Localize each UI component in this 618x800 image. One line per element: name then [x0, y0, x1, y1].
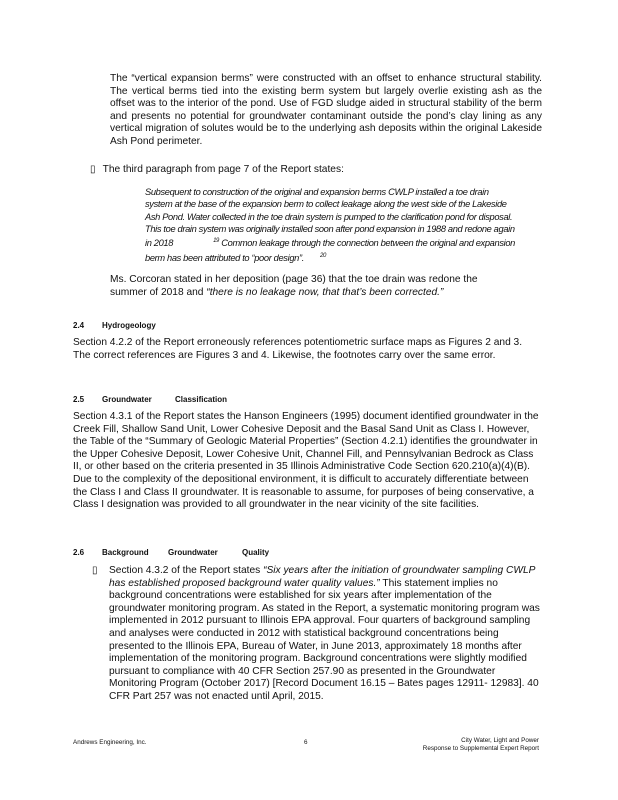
section-2-6-title-2: Groundwater — [168, 548, 218, 557]
section-2-6-lead: Section 4.3.2 of the Report states — [109, 565, 261, 576]
section-2-6-bullet — [92, 565, 542, 704]
section-2-5-title-2: Classification — [175, 395, 228, 404]
section-2-6-paragraph — [109, 565, 542, 704]
section-2-4-number: 2.4 — [73, 321, 85, 330]
corcoran-text: Ms. Corcoran stated in her deposition (page 36) that the toe drain was redone the summer of 2018 and — [110, 274, 478, 298]
footer-client-line-1: City Water, Light and Power — [461, 737, 539, 744]
footer-client-line-2: Response to Supplemental Expert Report — [422, 745, 539, 752]
section-2-6-rest: This statement implies no background concentrations were established for six years after implementation of the groundwater monitoring program. As stated in the Report, a systematic monitoring program was implemented in 2012 pursuant to Illinois EPA approval. Four quarters of background sampling and analyses were conducted in 2012 with statistical background concentrations being presented to the Illinois EPA, Bureau of Water, in June 2013, approximately 18 months after implementation of the monitoring program. Background concentrations were slightly modified pursuant to compliance with 40 CFR Section 257.90 as presented in the Groundwater Monitoring Program (October 2017) [Record Document 16.15 – Bates pages 12911- 12983]. 40 CFR Part 257 was not enacted until April, 2015. — [109, 577, 540, 702]
footnote-19: 19 — [213, 238, 220, 245]
footer-client — [423, 737, 539, 753]
section-2-4-paragraph: Section 4.2.2 of the Report erroneously references potentiometric surface maps as Figures 2 and 3. The correct references are Figures 3 and 4. Likewise, the footnotes carry over the same error. — [73, 337, 523, 361]
quote-text-2: Common leakage through the connection between the original and expansion berm has been attributed to “poor design”. — [145, 238, 515, 263]
quote-text: Subsequent to construction of the original and expansion berms CWLP installed a toe drain system at the base of the expansion berm to collect leakage along the west side of the Lakeside Ash Pond. Water collected in the toe drain system is pumped to the clarification pond for disposal. This toe drain system was originally installed soon after pond expansion in 1988 and redone again in 2018 — [145, 187, 515, 249]
intro-paragraph: The “vertical expansion berms” were constructed with an offset to enhance structural stability. The vertical berms tied into the existing berm system but largely overlie existing ash as the offset was to the interior of the pond. Use of FGD sludge aided in structural stability of the berm and presents no potential for groundwater contaminant outside the pond’s clay lining as any vertical migration of solutes would be to the underlying ash deposits within the original Lakeside Ash Pond perimeter. — [110, 73, 542, 147]
third-paragraph-text: The third paragraph from page 7 of the Report states: — [102, 164, 344, 175]
block-quote — [145, 186, 515, 264]
section-2-5-paragraph: Section 4.3.1 of the Report states the Hanson Engineers (1995) document identified groundwater in the Creek Fill, Shallow Sand Unit, Lower Cohesive Deposit and the Basal Sand Unit as Class I. However, the Table of the “Summary of Geologic Material Properties” (Section 4.2.1) identifies the groundwater in the Upper Cohesive Deposit, Lower Cohesive Unit, Channel Fill, and Pennsylvanian Bedrock as Class II, or other based on the criteria presented in 35 Illinois Administrative Code Section 620.210(a)(4)(B). Due to the complexity of the depositional environment, it is difficult to accurately differentiate between the Class I and Class II groundwater. It is reasonable to assume, for purposes of being conservative, a Class I designation was provided to all groundwater in the near vicinity of the site facilities. — [73, 411, 539, 511]
corcoran-paragraph — [110, 274, 512, 299]
bullet-icon: ▯ — [92, 565, 98, 576]
footer-company: Andrews Engineering, Inc. — [73, 739, 147, 746]
corcoran-quote: “there is no leakage now, that that’s been corrected.” — [206, 286, 444, 298]
section-2-5-title-1: Groundwater — [102, 395, 152, 404]
section-2-4-title: Hydrogeology — [102, 321, 156, 330]
section-2-6-title-1: Background — [102, 548, 149, 557]
section-2-6-number: 2.6 — [73, 548, 85, 557]
section-2-5-number: 2.5 — [73, 395, 85, 404]
footer-page-number: 6 — [304, 739, 308, 746]
third-paragraph-bullet — [90, 164, 540, 177]
footnote-20: 20 — [319, 252, 326, 259]
section-2-6-quote: “Six years after the initiation of groundwater sampling CWLP has established proposed background water quality values.” — [109, 565, 536, 589]
bullet-icon: ▯ — [90, 164, 96, 175]
section-2-6-title-3: Quality — [242, 548, 270, 557]
